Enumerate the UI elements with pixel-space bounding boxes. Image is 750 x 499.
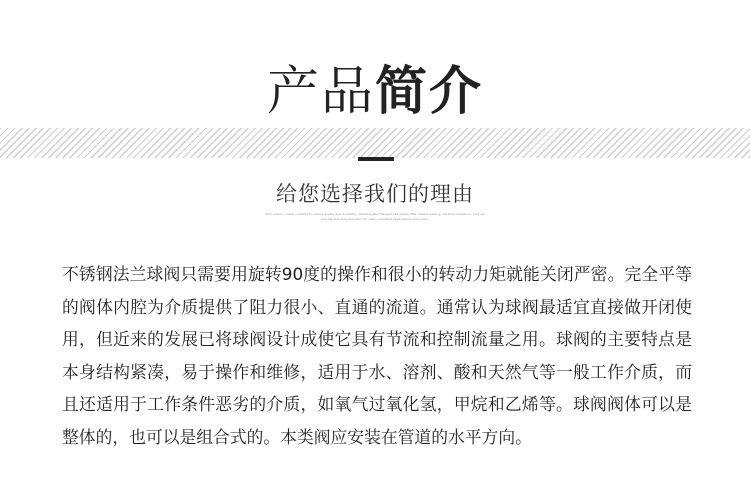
page-title-bold: 简介 (375, 62, 484, 122)
section-subtitle: 给您选择我们的理由 (276, 182, 474, 206)
page-title (0, 60, 750, 124)
accent-bar (358, 157, 394, 161)
product-description: 不锈钢法兰球阀只需要用旋转90度的操作和很小的转动力矩就能关闭严密。完全平等的阀体内腔为介质提供了阻力很小、直通的流道。通常认为球阀最适宜直接做开闭使用，但近来的发展已将球阀设计成使它具有节流和控制流量之用。球阀的主要特点是本身结构紧凑，易于操作和维修，适用于水、溶剂、酸和天然气等一般工作介质，而且还适用于工作条件恶劣的介质，如氧气过氧化氢，甲烷和乙烯等。球阀阀体可以是整体的，也可以是组合式的。本类阀应安装在管道的水平方向。 (62, 264, 692, 447)
page-title-light: 产品 (266, 62, 375, 122)
hatch-divider (0, 128, 750, 158)
fine-print-text: Each valve is made carefully to ensure quality and durability; stainless steel flanged ball valves offer reliable sealing, low flow resistance, long service life and easy operation for many industrial applications and media. (265, 212, 485, 221)
